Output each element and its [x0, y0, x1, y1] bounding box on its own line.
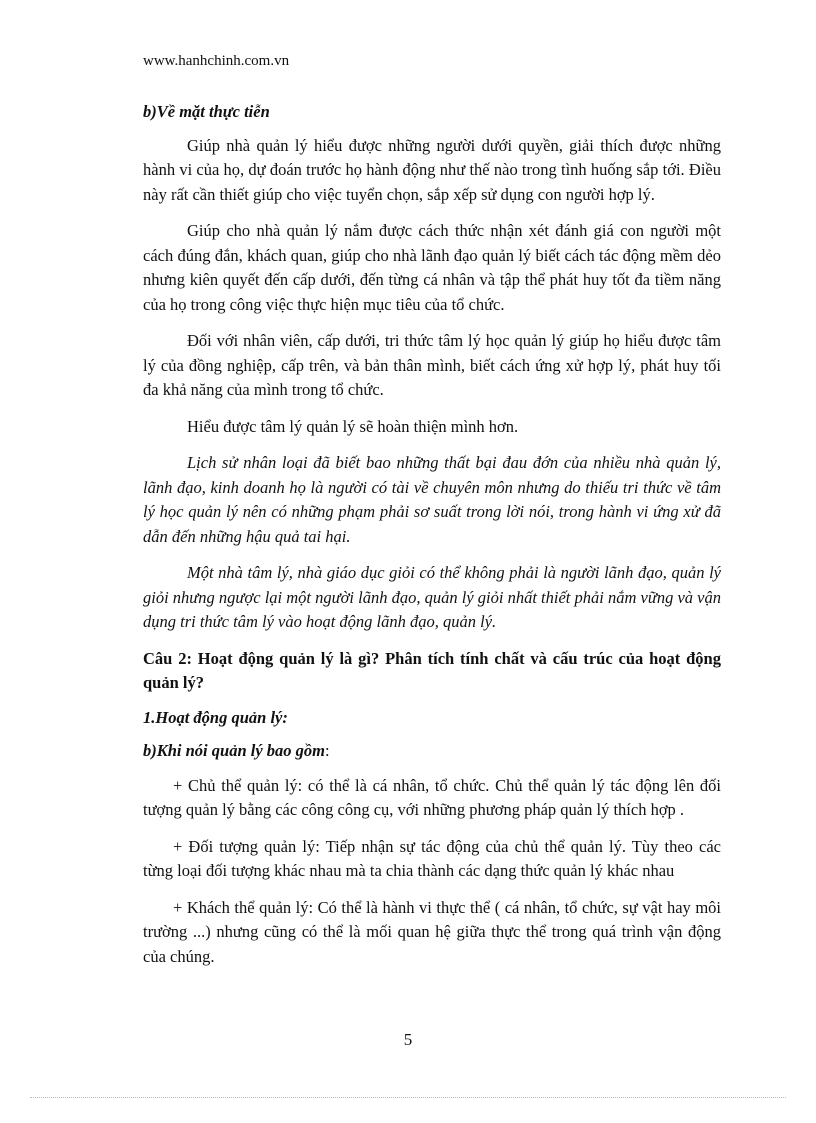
paragraph-5-italic: Lịch sử nhân loại đã biết bao những thất bại đau đớn của nhiều nhà quản lý, lãnh đạo, kinh doanh họ là người có tài về chuyên môn nhưng do thiếu tri thức về tâm lý học quản lý nên có những phạm phải sơ suất trong lời nói, trong hành vi ứng xử đã dẫn đến những hậu quả tai hại. — [143, 453, 721, 546]
page-content — [143, 100, 721, 981]
list-item-object: + Đối tượng quản lý: Tiếp nhận sự tác động của chủ thể quản lý. Tùy theo các từng loại đối tượng khác nhau mà ta chia thành các dạng thức quản lý khác nhau — [143, 836, 721, 880]
heading-includes-colon: : — [325, 741, 330, 760]
list-item-subject: + Chủ thể quản lý: có thể là cá nhân, tổ chức. Chủ thể quản lý tác động lên đối tượng quản lý bằng các công công cụ, với những phương pháp quản lý thích hợp . — [143, 775, 721, 819]
heading-includes-line — [143, 739, 721, 764]
question-2: Câu 2: Hoạt động quản lý là gì? Phân tích tính chất và cấu trúc của hoạt động quản lý? — [143, 648, 721, 692]
header-url: www.hanhchinh.com.vn — [143, 53, 290, 69]
paragraph-1: Giúp nhà quản lý hiểu được những người dưới quyền, giải thích được những hành vi của họ, dự đoán trước họ hành động như thế nào trong tình huống sắp tới. Điều này rất cần thiết giúp cho việc tuyển chọn, sắp xếp sử dụng con người hợp lý. — [143, 135, 721, 204]
paragraph-4: Hiểu được tâm lý quản lý sẽ hoàn thiện mình hơn. — [187, 416, 519, 436]
heading-practice: b)Về mặt thực tiễn — [143, 102, 270, 121]
paragraph-2: Giúp cho nhà quản lý nắm được cách thức nhận xét đánh giá con người một cách đúng đắn, khách quan, giúp cho nhà lãnh đạo quản lý biết cách tác động mềm dẻo nhưng kiên quyết đến cấp dưới, đến từng cá nhân và tập thể phát huy tốt đa tiềm năng của họ trong công việc thực hiện mục tiêu của tổ chức. — [143, 221, 721, 314]
page-number: 5 — [403, 1030, 413, 1049]
paragraph-3: Đối với nhân viên, cấp dưới, tri thức tâm lý học quản lý giúp họ hiểu được tâm lý của đồng nghiệp, cấp trên, và bản thân mình, biết cách ứng xử hợp lý, phát huy tối đa khả năng của mình trong tổ chức. — [143, 331, 721, 399]
list-item-entity: + Khách thể quản lý: Có thể là hành vi thực thể ( cá nhân, tổ chức, sự vật hay môi trường ...) nhưng cũng có thể là mối quan hệ giữa thực thể trong quá trình vận động của chúng. — [143, 897, 721, 966]
heading-includes: b)Khi nói quản lý bao gồm — [143, 741, 325, 760]
page-bottom-divider — [30, 1097, 786, 1098]
heading-activity: 1.Hoạt động quản lý: — [143, 707, 288, 727]
paragraph-6-italic: Một nhà tâm lý, nhà giáo dục giỏi có thể không phải là người lãnh đạo, quản lý giỏi nhưng ngược lại một người lãnh đạo, quản lý giỏi nhất thiết phải nắm vững và vận dụng tri thức tâm lý vào hoạt động lãnh đạo, quản lý. — [143, 563, 721, 631]
